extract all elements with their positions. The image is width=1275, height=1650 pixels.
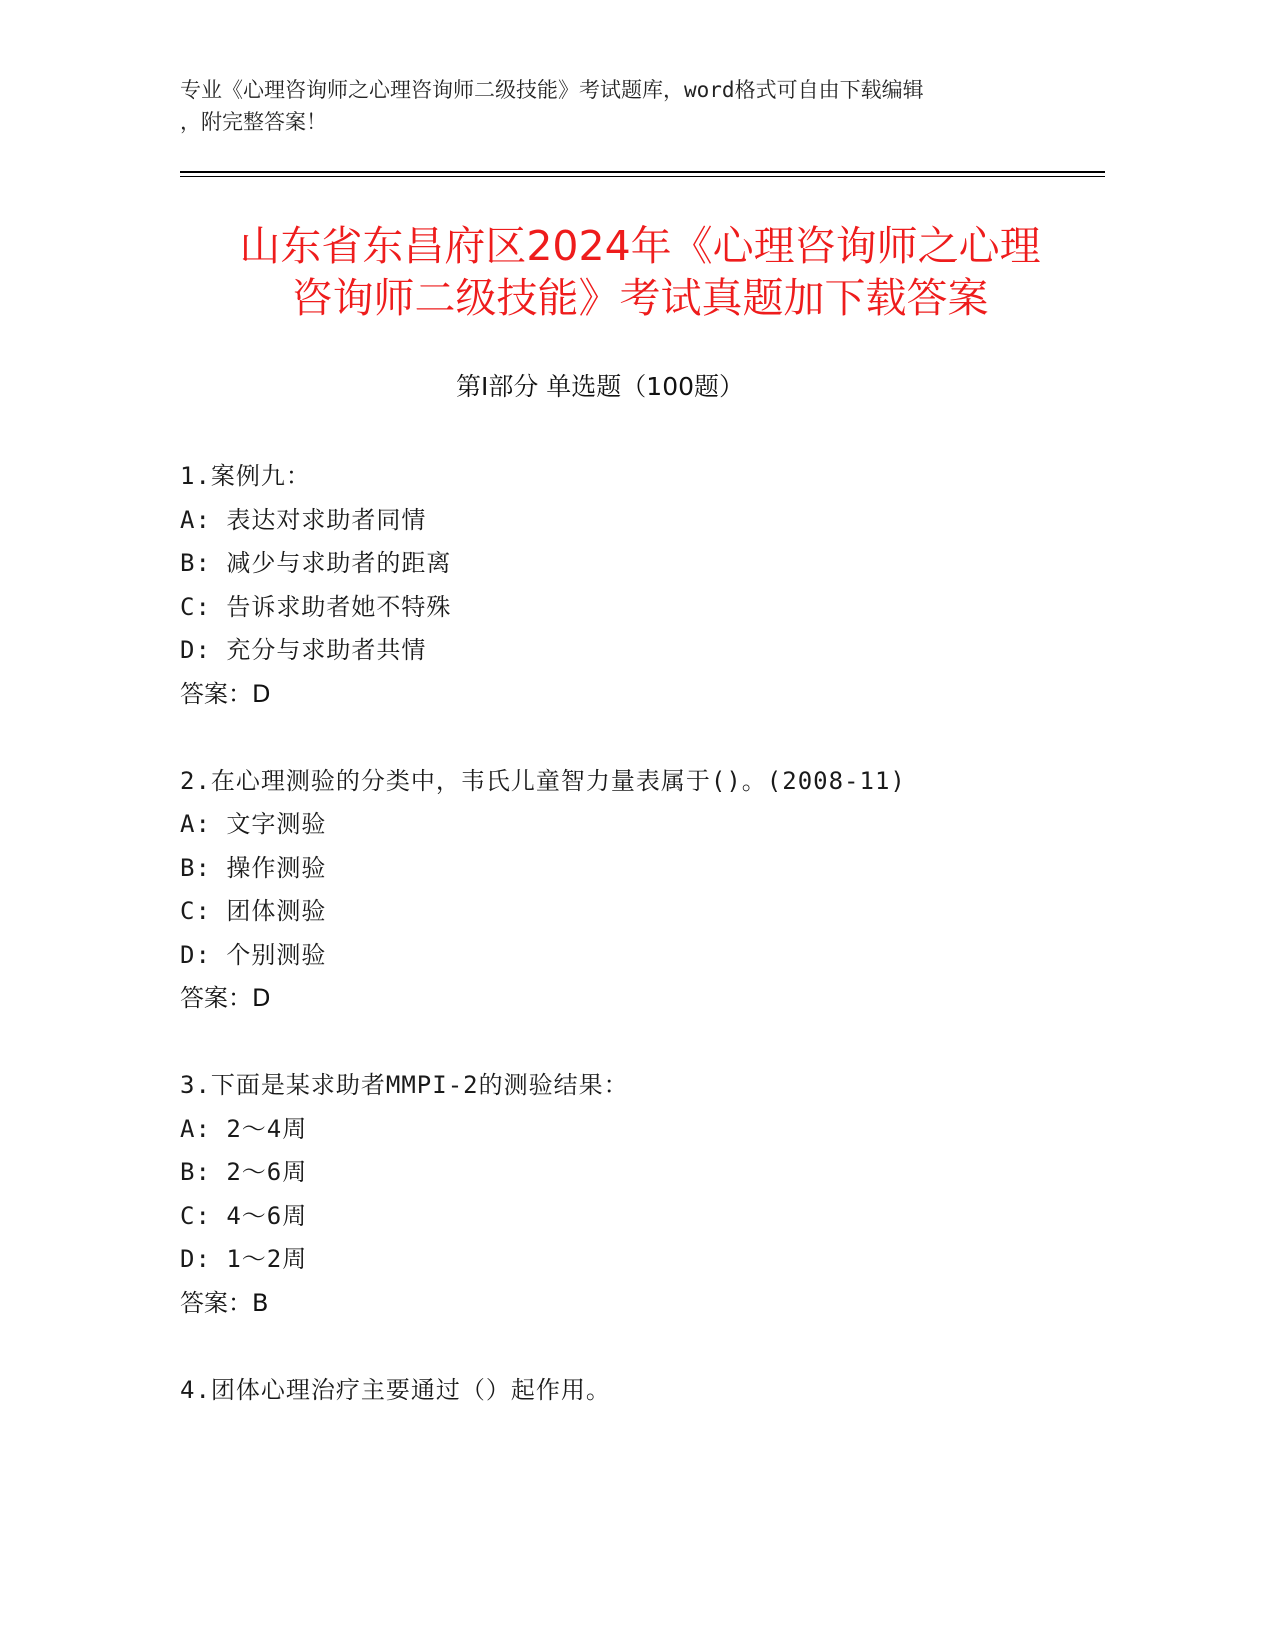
document-title-line1: 山东省东昌府区2024年《心理咨询师之心理 (239, 222, 1041, 270)
option-c: C: 告诉求助者她不特殊 (180, 592, 452, 621)
question-stem: 2.在心理测验的分类中，韦氏儿童智力量表属于()。(2008-11) (180, 766, 906, 795)
question-2 (180, 760, 1140, 1021)
option-a: A: 2～4周 (180, 1114, 308, 1143)
option-a: A: 表达对求助者同情 (180, 505, 427, 534)
question-1 (180, 455, 1140, 716)
question-stem: 1.案例九： (180, 462, 311, 490)
option-d: D: 充分与求助者共情 (180, 636, 427, 664)
question-spacer (180, 1021, 1140, 1065)
question-list (180, 455, 1140, 1412)
option-c: C: 4～6周 (180, 1201, 308, 1230)
section-title: 第Ⅰ部分 单选题（100题） (455, 372, 745, 401)
question-spacer (180, 1325, 1140, 1369)
option-d: D: 个别测验 (180, 940, 327, 969)
document-title-line2: 咨询师二级技能》考试真题加下载答案 (291, 274, 989, 322)
header-divider-thin (180, 176, 1105, 177)
answer-line: 答案：D (180, 679, 271, 708)
header-note (180, 74, 1080, 138)
question-stem: 4.团体心理治疗主要通过（）起作用。 (180, 1375, 611, 1404)
option-b: B: 操作测验 (180, 853, 327, 882)
option-b: B: 2～6周 (180, 1158, 308, 1186)
header-note-line2: ，附完整答案！ (180, 110, 327, 134)
header-note-line1: 专业《心理咨询师之心理咨询师二级技能》考试题库，word格式可自由下载编辑 (180, 78, 924, 102)
option-a: A: 文字测验 (180, 810, 327, 838)
option-c: C: 团体测验 (180, 897, 327, 925)
answer-line: 答案：B (180, 1288, 269, 1317)
option-b: B: 减少与求助者的距离 (180, 549, 452, 577)
answer-line: 答案：D (180, 984, 271, 1012)
question-4 (180, 1369, 1140, 1413)
question-spacer (180, 716, 1140, 760)
question-3 (180, 1064, 1140, 1325)
document-title (140, 220, 1140, 324)
option-d: D: 1～2周 (180, 1245, 308, 1273)
question-stem: 3.下面是某求助者MMPI-2的测验结果： (180, 1071, 629, 1099)
header-divider-thick (180, 171, 1105, 173)
